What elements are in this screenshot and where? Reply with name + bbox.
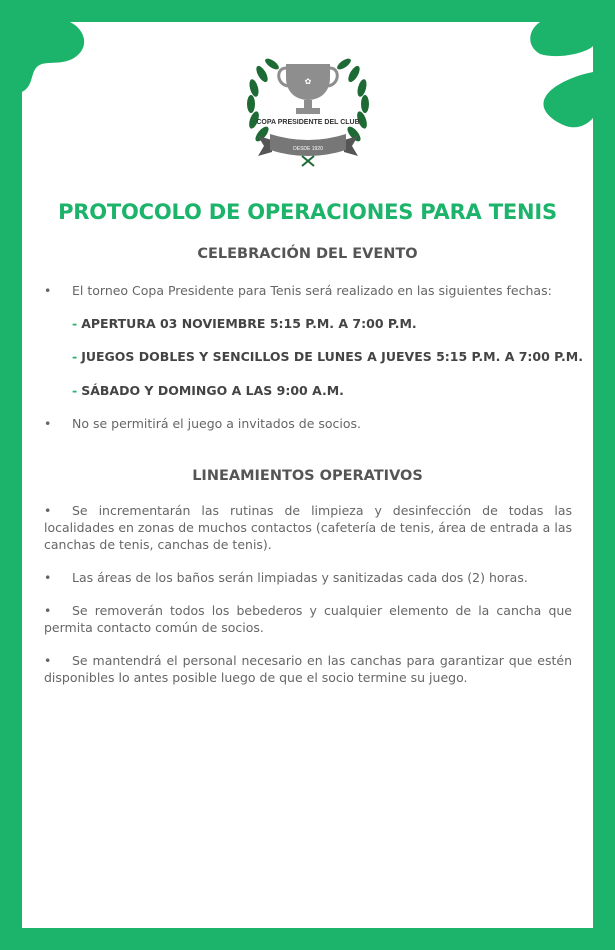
list-item: - JUEGOS DOBLES Y SENCILLOS DE LUNES A JUEVES 5:15 P.M. A 7:00 P.M. <box>72 349 583 364</box>
page-title: PROTOCOLO DE OPERACIONES PARA TENIS <box>58 200 557 224</box>
list-item: • Se incrementarán las rutinas de limpieza y desinfección de todas las localidades en zonas de muchos contactos (cafetería de tenis, área de entrada a las canchas de tenis, canchas de tenis). <box>44 503 572 552</box>
date-line: SÁBADO Y DOMINGO A LAS 9:00 A.M. <box>81 383 344 398</box>
list-item: - SÁBADO Y DOMINGO A LAS 9:00 A.M. <box>72 383 344 398</box>
guideline-text: Las áreas de los baños serán limpiadas y sanitizadas cada dos (2) horas. <box>72 570 528 585</box>
intro-text: El torneo Copa Presidente para Tenis será realizado en las siguientes fechas: <box>72 283 552 298</box>
list-item: • Se mantendrá el personal necesario en las canchas para garantizar que estén disponibles lo antes posible luego de que el socio termine su juego. <box>44 653 572 685</box>
club-trophy-logo <box>242 44 374 170</box>
guideline-text: Se removerán todos los bebederos y cualquier elemento de la cancha que permita contacto común de socios. <box>44 603 572 635</box>
list-item: - APERTURA 03 NOVIEMBRE 5:15 P.M. A 7:00 P.M. <box>72 316 417 331</box>
trophy-icon <box>279 64 338 114</box>
section-heading-lineamientos: LINEAMIENTOS OPERATIVOS <box>192 468 423 484</box>
logo-since: DESDE 1920 <box>293 146 323 152</box>
section-heading-celebracion: CELEBRACIÓN DEL EVENTO <box>197 246 418 262</box>
svg-text:✿: ✿ <box>304 77 312 86</box>
list-item: • Las áreas de los baños serán limpiadas y sanitizadas cada dos (2) horas. <box>44 570 528 585</box>
date-line: JUEGOS DOBLES Y SENCILLOS DE LUNES A JUEVES 5:15 P.M. A 7:00 P.M. <box>81 349 583 364</box>
logo-ribbon <box>258 136 272 156</box>
date-line: APERTURA 03 NOVIEMBRE 5:15 P.M. A 7:00 P.M. <box>81 316 417 331</box>
logo-club-name: COPA PRESIDENTE DEL CLUB <box>256 119 360 126</box>
list-item: • Se removerán todos los bebederos y cualquier elemento de la cancha que permita contacto común de socios. <box>44 603 572 635</box>
guideline-text: Se incrementarán las rutinas de limpieza y desinfección de todas las localidades en zonas de muchos contactos (cafetería de tenis, área de entrada a las canchas de tenis, canchas de tenis). <box>44 503 572 552</box>
list-item: • El torneo Copa Presidente para Tenis será realizado en las siguientes fechas: <box>44 283 552 298</box>
list-item: • No se permitirá el juego a invitados de socios. <box>44 416 362 431</box>
guideline-text: Se mantendrá el personal necesario en las canchas para garantizar que estén disponibles lo antes posible luego de que el socio termine su juego. <box>44 653 572 685</box>
note-text: No se permitirá el juego a invitados de socios. <box>72 416 362 431</box>
